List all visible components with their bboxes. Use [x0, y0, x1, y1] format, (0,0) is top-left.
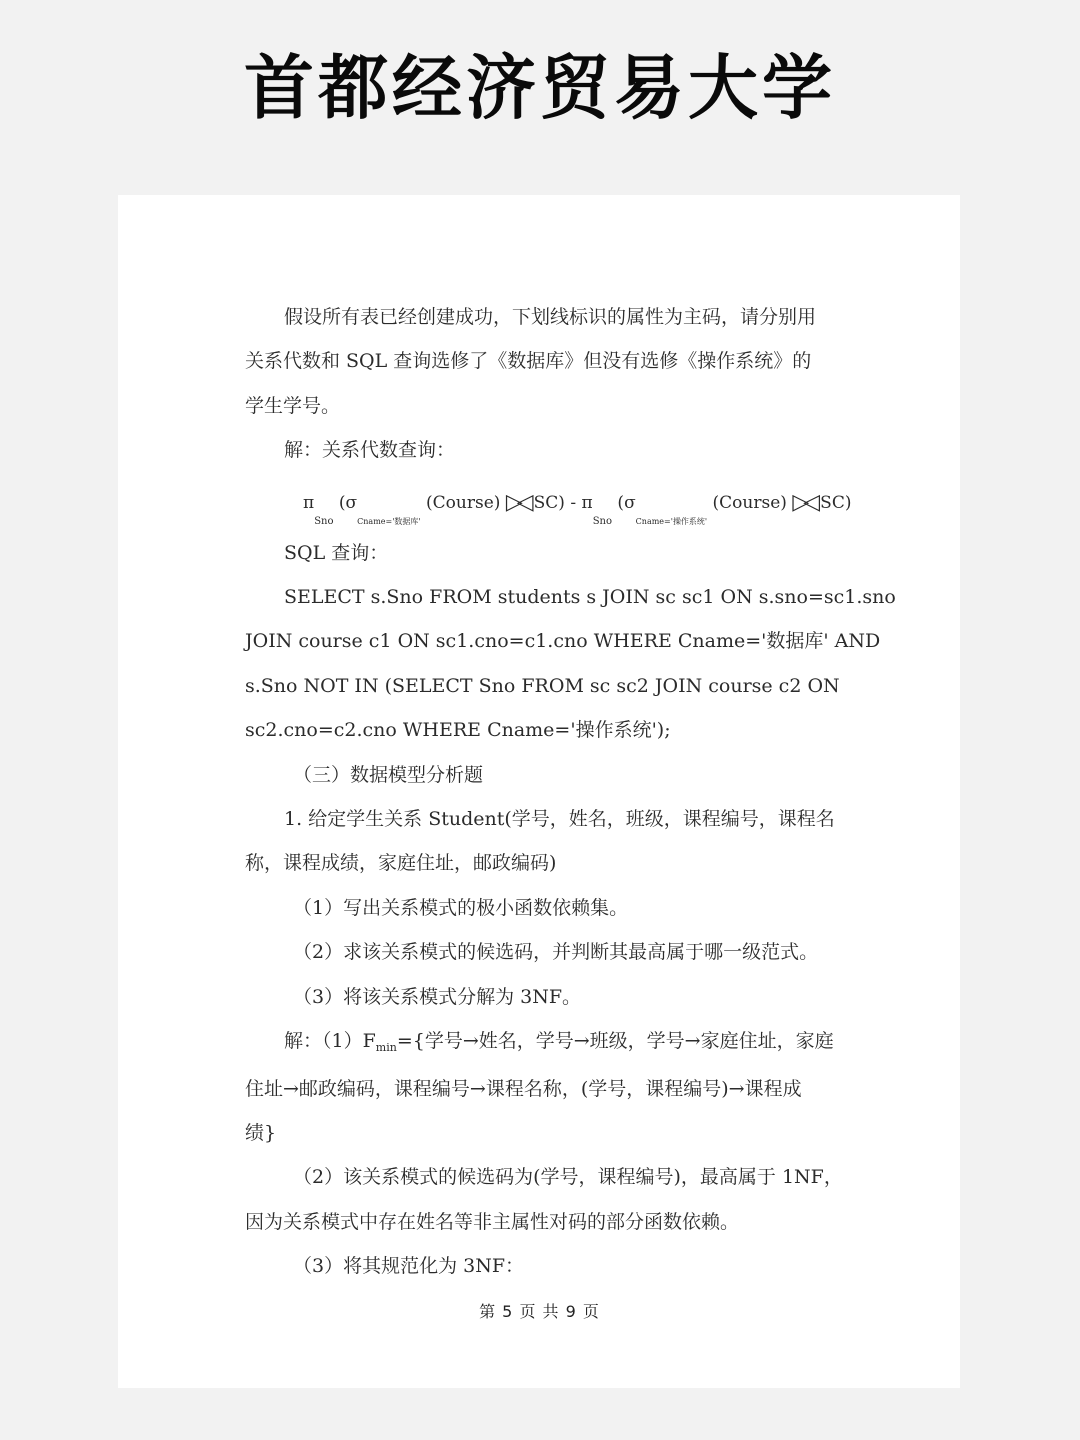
pi-subscript: Sno	[314, 516, 334, 528]
answer-3: （3）将其规范化为 3NF：	[293, 1255, 525, 1278]
page-number-footer: 第 5 页 共 9 页	[479, 1302, 599, 1321]
relational-algebra-formula: $\pi_{Sno}$ ($\sigma_{Cname='数据库'}$ (Course) ▷◁ $SC) - \pi_{Sno}$ ($\sigma_{Cname='操作系统'}$ (Course) ▷◁ SC)	[303, 489, 852, 528]
answer-2-line-2: 因为关系模式中存在姓名等非主属性对码的部分函数依赖。	[245, 1210, 740, 1233]
question-line-3: 学生学号。	[245, 394, 341, 417]
answer-1-rest: ={学号→姓名，学号→班级，学号→家庭住址，家庭	[396, 1030, 834, 1053]
document-page	[118, 195, 960, 1388]
sigma-symbol-2: σ	[624, 492, 636, 513]
sql-line-1: SELECT s.Sno FROM students s JOIN sc sc1 ON s.sno=sc1.sno	[284, 586, 896, 609]
page-title: 首都经济贸易大学	[244, 47, 836, 129]
sql-label: SQL 查询：	[284, 541, 389, 564]
task-2: （2）求该关系模式的候选码，并判断其最高属于哪一级范式。	[293, 941, 819, 964]
sc-term-2: SC)	[820, 492, 852, 513]
task-3: （3）将该关系模式分解为 3NF。	[293, 985, 582, 1008]
solution-label: 解：关系代数查询：	[284, 439, 456, 462]
pi-symbol-2: π	[581, 492, 593, 513]
document-content	[245, 295, 896, 1289]
natural-join-icon: ▷◁	[505, 489, 528, 515]
answer-1-line-3: 绩}	[245, 1121, 277, 1144]
sql-line-2: JOIN course c1 ON sc1.cno=c1.cno WHERE Cname='数据库' AND	[245, 630, 881, 653]
answer-1-line-2: 住址→邮政编码，课程编号→课程名称，(学号，课程编号)→课程成	[245, 1077, 802, 1100]
question-line-2: 关系代数和 SQL 查询选修了《数据库》但没有选修《操作系统》的	[245, 350, 812, 373]
sigma-symbol: σ	[345, 492, 358, 513]
answer-2-line-1: （2）该关系模式的候选码为(学号，课程编号)，最高属于 1NF，	[293, 1166, 843, 1189]
natural-join-icon-2: ▷◁	[792, 489, 815, 515]
sql-line-3: s.Sno NOT IN (SELECT Sno FROM sc sc2 JOIN course c2 ON	[245, 674, 840, 697]
task-1: （1）写出关系模式的极小函数依赖集。	[293, 896, 629, 919]
answer-1-line-1	[245, 1019, 845, 1066]
problem-line-1: 1. 给定学生关系 Student(学号，姓名，班级，课程编号，课程名	[284, 808, 835, 831]
sql-line-4: sc2.cno=c2.cno WHERE Cname='操作系统');	[245, 719, 671, 742]
problem-line-2: 称，课程成绩，家庭住址，邮政编码)	[245, 852, 557, 875]
minus-operator: -	[570, 492, 577, 513]
course-term-1: (Course)	[426, 492, 501, 513]
question-line-1: 假设所有表已经创建成功，下划线标识的属性为主码，请分别用	[284, 306, 817, 328]
answer-1-subscript: min	[375, 1041, 397, 1055]
answer-1-prefix: 解：（1）F	[284, 1030, 376, 1053]
sigma-subscript-1: Cname='数据库'	[357, 517, 421, 527]
course-term-2: (Course)	[712, 492, 787, 513]
pi-subscript-2: Sno	[592, 516, 613, 528]
sc-term-1: SC)	[533, 492, 565, 513]
pi-symbol: π	[303, 492, 315, 513]
sigma-subscript-2: Cname='操作系统'	[635, 517, 708, 527]
section-heading: （三）数据模型分析题	[293, 763, 484, 786]
